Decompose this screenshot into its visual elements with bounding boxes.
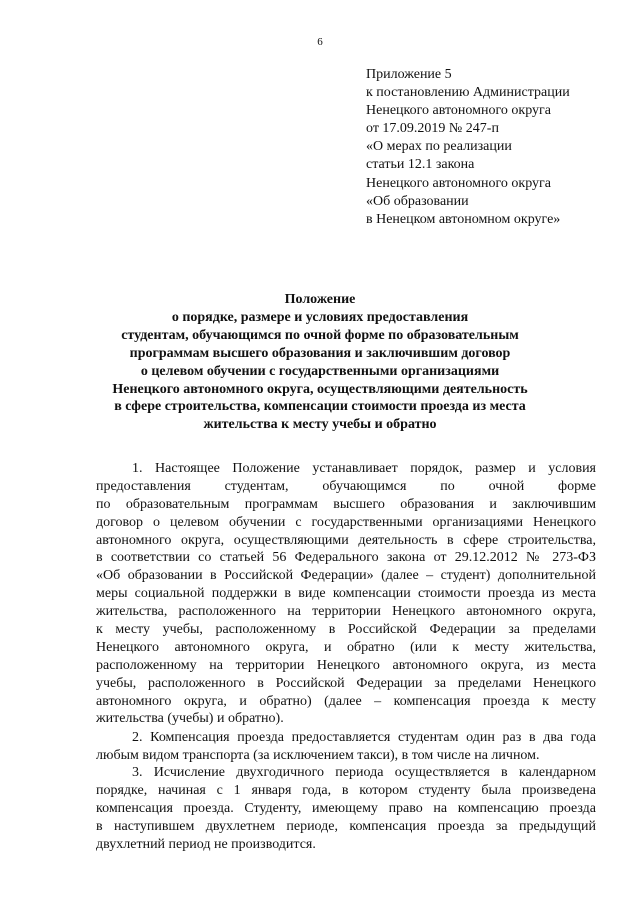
paragraph-line: жительства, расположенного на территории Ненецкого автономного округа,: [96, 604, 596, 620]
title-line: в сфере строительства, компенсации стоимости проезда из места: [114, 399, 526, 415]
paragraph-line: автономного округа, и обратно) (далее – компенсация проезда к месту: [96, 693, 596, 709]
paragraph-line: двухлетний период не производится.: [96, 836, 316, 852]
title-line: программам высшего образования и заключившим договор: [129, 345, 511, 361]
paragraph-1: [96, 460, 596, 728]
paragraph-line: договор о целевом обучении с государственными организациями Ненецкого: [96, 514, 596, 530]
paragraph-line: предоставления студентам, обучающимся по очной форме: [96, 478, 596, 494]
appendix-line: статьи 12.1 закона: [366, 157, 475, 173]
appendix-line: Приложение 5: [366, 67, 452, 82]
paragraph-line: меры социальной поддержки в виде компенсации стоимости проезда из места: [96, 586, 596, 602]
title-line: студентам, обучающимся по очной форме по образовательным: [121, 327, 519, 343]
paragraph-line: по образовательным программам высшего образования и заключившим: [96, 496, 596, 512]
paragraph-line: компенсация проезда. Студенту, имеющему право на компенсацию проезда: [96, 800, 596, 816]
appendix-line: от 17.09.2019 № 247-п: [366, 121, 499, 137]
paragraph-line: в наступившем двухлетнем периоде, компенсация проезда за предыдущий: [96, 818, 596, 834]
paragraph-line: автономного округа, осуществляющими деятельность в сфере строительства,: [96, 532, 596, 548]
paragraph-line: в соответствии со статьей 56 Федерального закона от 29.12.2012 № 273-ФЗ: [96, 550, 596, 566]
paragraph-line: порядке, начиная с 1 января года, в котором студенту была произведена: [96, 782, 596, 798]
paragraph-line: 3. Исчисление двухгодичного периода осуществляется в календарном: [132, 765, 596, 780]
paragraph-line: Ненецкого автономного округа, и обратно (или к месту жительства,: [96, 639, 596, 655]
appendix-line: в Ненецком автономном округе»: [366, 211, 561, 227]
paragraph-line: учебы, расположенного в Российской Федерации за пределами Ненецкого: [96, 675, 596, 691]
appendix-line: «Об образовании: [366, 193, 469, 209]
paragraph-line: жительства (учебы) и обратно).: [96, 711, 284, 727]
appendix-line: к постановлению Администрации: [366, 85, 570, 101]
appendix-block: [366, 66, 628, 229]
paragraph-line: «Об образовании в Российской Федерации» (далее – студент) дополнительной: [96, 568, 596, 584]
title-line: о порядке, размере и условиях предоставления: [171, 309, 469, 325]
title-line: Положение: [284, 292, 356, 307]
paragraph-line: к месту учебы, расположенному в Российской Федерации за пределами: [96, 622, 596, 638]
document-title: [60, 291, 580, 434]
paragraph-line: 2. Компенсация проезда предоставляется студентам один раз в два года: [132, 730, 596, 745]
appendix-line: Ненецкого автономного округа: [366, 103, 551, 119]
appendix-line: «О мерах по реализации: [366, 139, 512, 155]
paragraph-line: 1. Настоящее Положение устанавливает порядок, размер и условия: [132, 461, 596, 476]
page-number: 6: [317, 36, 323, 48]
appendix-line: Ненецкого автономного округа: [366, 175, 551, 191]
title-line: о целевом обучении с государственными организациями: [140, 363, 500, 379]
paragraph-line: расположенному на территории Ненецкого автономного округа, из места: [96, 657, 596, 673]
paragraph-line: любым видом транспорта (за исключением такси), в том числе на личном.: [96, 747, 540, 763]
paragraph-2: [96, 729, 596, 765]
paragraph-3: [96, 764, 596, 853]
title-line: жительства к месту учебы и обратно: [203, 417, 437, 433]
title-line: Ненецкого автономного округа, осуществляющими деятельность: [112, 381, 528, 397]
